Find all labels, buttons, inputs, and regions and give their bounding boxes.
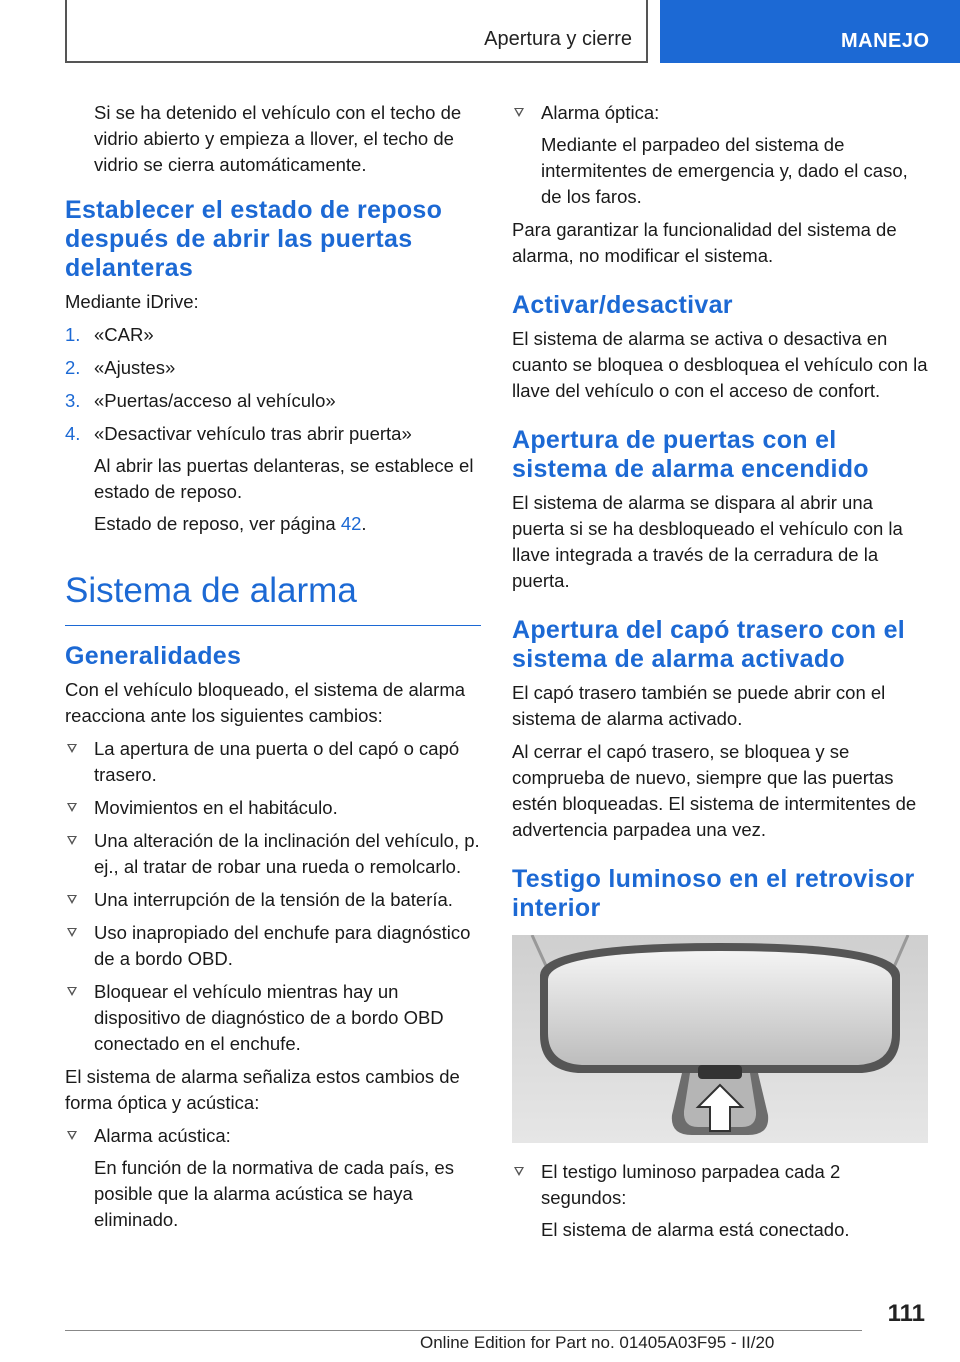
list-item [65, 887, 481, 913]
step-item [65, 421, 481, 537]
step-number: 4. [65, 423, 81, 444]
triangle-bullet-icon [67, 803, 77, 812]
step-item [65, 322, 481, 348]
no-modify-note: Para garantizar la funcionalidad del sistema de alarma, no modificar el sistema. [512, 219, 897, 266]
heading-indicator-light: Testigo luminoso en el retrovisor interior [512, 865, 915, 922]
heading-rest-state: Establecer el estado de reposo después de abrir las puertas delanteras [65, 196, 443, 282]
heading-alarm-system: Sistema de alarma [65, 571, 481, 626]
list-item-text: Una alteración de la inclinación del vehículo, p. ej., al tratar de robar una rueda o remolcarlo. [94, 830, 480, 877]
optical-alarm-label: Alarma óptica: [541, 102, 660, 123]
right-column [512, 100, 928, 1250]
page-reference-period: . [361, 513, 367, 534]
list-item-text: Una interrupción de la tensión de la batería. [94, 889, 453, 910]
heading-doors-open: Apertura de puertas con el sistema de alarma encendido [512, 426, 869, 483]
tailgate-text-2: Al cerrar el capó trasero, se bloquea y se comprueba de nuevo, siempre que las puertas estén bloqueadas. El sistema de intermitentes de advertencia parpadea una vez. [512, 741, 917, 840]
optical-alarm-text: Mediante el parpadeo del sistema de intermitentes de emergencia y, dado el caso, de los faros. [541, 134, 908, 207]
left-column [65, 100, 481, 1240]
triangle-bullet-icon [514, 108, 524, 117]
step-text: «Puertas/acceso al vehículo» [94, 390, 336, 411]
heading-activate: Activar/desactivar [512, 291, 733, 319]
list-item-text: Bloquear el vehículo mientras hay un dispositivo de diagnóstico de a bordo OBD conectado en el enchufe. [94, 981, 444, 1054]
alarm-trigger-list [65, 736, 481, 1057]
list-item [65, 979, 481, 1057]
list-item [65, 736, 481, 788]
page-number: 111 [887, 1300, 925, 1327]
step-number: 1. [65, 324, 81, 345]
list-item-text: Movimientos en el habitáculo. [94, 797, 338, 818]
triangle-bullet-icon [67, 744, 77, 753]
acoustic-alarm-text: En función de la normativa de cada país, es posible que la alarma acústica se haya eliminado. [94, 1157, 454, 1230]
signal-list [65, 1123, 481, 1233]
list-item [65, 1123, 481, 1233]
page-reference-label: Estado de reposo, ver página [94, 513, 336, 534]
idrive-intro: Mediante iDrive: [65, 291, 199, 312]
footer-divider [65, 1330, 862, 1331]
list-item [512, 100, 928, 210]
step-text: «Ajustes» [94, 357, 176, 378]
header-chapter-tab[interactable]: MANEJO [660, 0, 960, 63]
step-sub-text: Al abrir las puertas delanteras, se establece el estado de reposo. [94, 455, 474, 502]
sunroof-rain-note: Si se ha detenido el vehículo con el techo de vidrio abierto y empieza a llover, el techo de vidrio se cierra automáticamente. [94, 102, 462, 175]
header-section-box [65, 0, 648, 63]
step-number: 3. [65, 390, 81, 411]
step-text: «Desactivar vehículo tras abrir puerta» [94, 423, 412, 444]
triangle-bullet-icon [67, 836, 77, 845]
indicator-text: El testigo luminoso parpadea cada 2 segundos: [541, 1161, 841, 1208]
list-item [65, 795, 481, 821]
signal-list-cont [512, 100, 928, 210]
list-item [65, 828, 481, 880]
doors-open-text: El sistema de alarma se dispara al abrir una puerta si se ha desbloqueado el vehículo con la llave integrada a través de la cerradura de la puerta. [512, 492, 903, 591]
general-intro: Con el vehículo bloqueado, el sistema de alarma reacciona ante los siguientes cambios: [65, 679, 466, 726]
heading-general: Generalidades [65, 642, 242, 670]
footer-edition: Online Edition for Part no. 01405A03F95 - II/20 [420, 1333, 775, 1352]
step-text: «CAR» [94, 324, 154, 345]
step-number: 2. [65, 357, 81, 378]
idrive-steps [65, 322, 481, 537]
acoustic-alarm-label: Alarma acústica: [94, 1125, 231, 1146]
triangle-bullet-icon [514, 1167, 524, 1176]
list-item-text: La apertura de una puerta o del capó o capó trasero. [94, 738, 460, 785]
indicator-sub-text: El sistema de alarma está conectado. [541, 1219, 850, 1240]
triangle-bullet-icon [67, 987, 77, 996]
triangle-bullet-icon [67, 928, 77, 937]
heading-tailgate-open: Apertura del capó trasero con el sistema de alarma activado [512, 616, 906, 673]
header-section-title: Apertura y cierre [484, 28, 632, 50]
list-item [65, 920, 481, 972]
activate-text: El sistema de alarma se activa o desactiva en cuanto se bloquea o desbloquea el vehículo con la llave del vehículo o con el acceso de confort. [512, 328, 928, 401]
tailgate-text-1: El capó trasero también se puede abrir con el sistema de alarma activado. [512, 682, 886, 729]
signal-intro: El sistema de alarma señaliza estos cambios de forma óptica y acústica: [65, 1066, 460, 1113]
rearview-mirror-icon [512, 935, 928, 1143]
page-link[interactable]: 42 [340, 513, 362, 534]
step-item [65, 388, 481, 414]
page-reference [94, 511, 481, 537]
list-item-text: Uso inapropiado del enchufe para diagnóstico de a bordo OBD. [94, 922, 471, 969]
list-item [512, 1159, 928, 1243]
triangle-bullet-icon [67, 895, 77, 904]
step-item [65, 355, 481, 381]
triangle-bullet-icon [67, 1131, 77, 1140]
indicator-list [512, 1159, 928, 1243]
mirror-illustration [512, 935, 928, 1143]
